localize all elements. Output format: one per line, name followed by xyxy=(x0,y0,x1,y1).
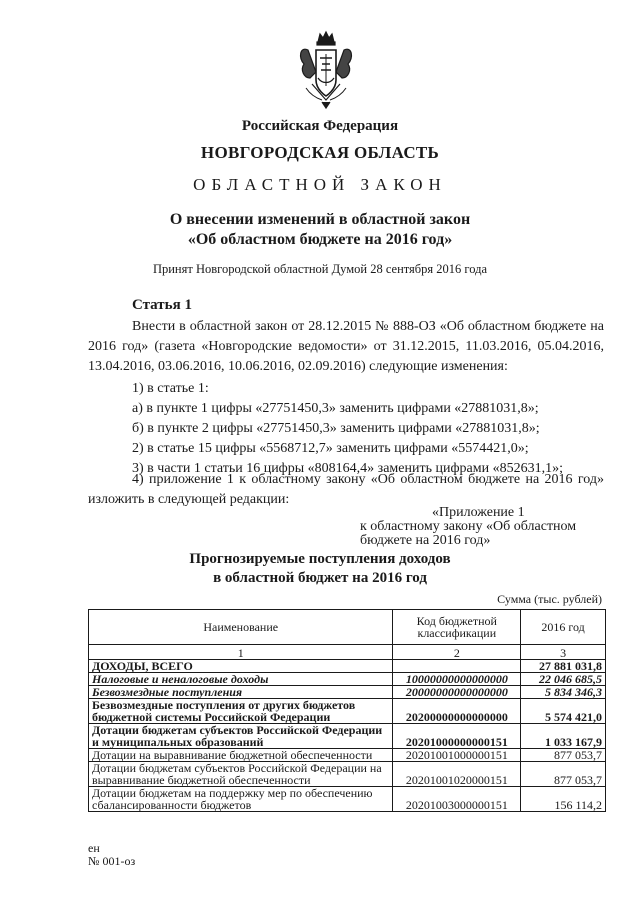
row-code-cell: 20201003000000151 xyxy=(393,787,521,812)
row-name-cell: Дотации бюджетам на поддержку мер по обеспечению сбалансированности бюджетов xyxy=(89,787,393,812)
row-amount-cell: 22 046 685,5 xyxy=(521,673,606,686)
row-code-cell: 20201001020000151 xyxy=(393,762,521,787)
appendix-line: к областному закону «Об областном xyxy=(360,519,577,534)
amendment-item: 2) в статье 15 цифры «5568712,7» заменить цифрами «5574421,0»; xyxy=(132,441,529,456)
table-row xyxy=(89,699,606,724)
coat-of-arms-icon xyxy=(296,28,356,112)
federation-name: Российская Федерация xyxy=(241,118,399,134)
table-header-row xyxy=(89,610,606,645)
row-code-cell: 10000000000000000 xyxy=(393,673,521,686)
row-name-cell: Дотации бюджетам субъектов Российской Федерации на выравнивание бюджетной обеспеченности xyxy=(89,762,393,787)
column-number: 1 xyxy=(89,645,393,660)
article-intro: Внести в областной закон от 28.12.2015 № 888-ОЗ «Об областном бюджете на 2016 год» (газета «Новгородские ведомости» от 31.12.2015, 11.03.2016, 05.04.2016, 13.04.2016, 03.06.2016, 10.06.2016, 02.09.2016) следующие изменения: xyxy=(88,319,604,374)
table-title-line2: в областной бюджет на 2016 год xyxy=(213,570,427,586)
law-title-line1: О внесении изменений в областной закон xyxy=(169,211,471,228)
row-amount-cell: 1 033 167,9 xyxy=(521,724,606,749)
amendment-item: 3) в части 1 статьи 16 цифры «808164,4» заменить цифрами «852631,1»; xyxy=(132,461,563,476)
article-heading: Статья 1 xyxy=(132,297,192,313)
row-name-cell: Безвозмездные поступления от других бюджетов бюджетной системы Российской Федерации xyxy=(89,699,393,724)
row-amount-cell: 877 053,7 xyxy=(521,749,606,762)
column-number: 3 xyxy=(521,645,606,660)
row-name-cell: Безвозмездные поступления xyxy=(89,686,393,699)
amount-unit: Сумма (тыс. рублей) xyxy=(497,592,602,606)
column-header-name: Наименование xyxy=(89,610,393,645)
law-type: ОБЛАСТНОЙ ЗАКОН xyxy=(193,175,447,194)
table-title xyxy=(0,550,640,588)
table-row xyxy=(89,724,606,749)
amendment-item-appendix: 4) приложение 1 к областному закону «Об областном бюджете на 2016 год» изложить в следующей редакции: xyxy=(88,472,604,507)
table-row xyxy=(89,749,606,762)
row-name-cell: Дотации бюджетам субъектов Российской Федерации и муниципальных образований xyxy=(89,724,393,749)
law-title xyxy=(0,210,640,250)
document-footer xyxy=(88,842,135,868)
region-name: НОВГОРОДСКАЯ ОБЛАСТЬ xyxy=(200,143,440,162)
row-code-cell: 20201001000000151 xyxy=(393,749,521,762)
income-table xyxy=(88,609,606,812)
column-header-code: Код бюджетной классификации xyxy=(393,610,521,645)
adoption-note: Принят Новгородской областной Думой 28 сентября 2016 года xyxy=(152,262,488,276)
row-amount-cell: 5 834 346,3 xyxy=(521,686,606,699)
row-code-cell: 20200000000000000 xyxy=(393,699,521,724)
column-number: 2 xyxy=(393,645,521,660)
column-header-year: 2016 год xyxy=(521,610,606,645)
amendment-item: а) в пункте 1 цифры «27751450,3» заменить цифрами «27881031,8»; xyxy=(132,401,539,416)
row-amount-cell: 877 053,7 xyxy=(521,762,606,787)
row-code-cell: 20201000000000151 xyxy=(393,724,521,749)
footer-number: № 001-оз xyxy=(88,854,136,868)
table-row xyxy=(89,673,606,686)
row-name-cell: Налоговые и неналоговые доходы xyxy=(89,673,393,686)
table-title-line1: Прогнозируемые поступления доходов xyxy=(189,551,451,567)
amendment-item: 1) в статье 1: xyxy=(132,381,209,396)
table-index-row xyxy=(89,645,606,660)
table-row xyxy=(89,686,606,699)
row-code-cell: 20000000000000000 xyxy=(393,686,521,699)
appendix-line: бюджете на 2016 год» xyxy=(360,533,491,548)
amendment-item: б) в пункте 2 цифры «27751450,3» заменить цифрами «27881031,8»; xyxy=(132,421,540,436)
law-title-line2: «Об областном бюджете на 2016 год» xyxy=(187,231,453,248)
appendix-reference xyxy=(360,506,610,548)
row-name-cell: Дотации на выравнивание бюджетной обеспеченности xyxy=(89,749,393,762)
table-body xyxy=(89,660,606,812)
row-amount-cell: 27 881 031,8 xyxy=(521,660,606,673)
row-name-cell: ДОХОДЫ, ВСЕГО xyxy=(89,660,393,673)
row-amount-cell: 156 114,2 xyxy=(521,787,606,812)
footer-initials: ен xyxy=(88,841,100,855)
row-code-cell xyxy=(393,660,521,673)
row-amount-cell: 5 574 421,0 xyxy=(521,699,606,724)
table-row xyxy=(89,762,606,787)
appendix-line: «Приложение 1 xyxy=(432,505,525,520)
table-row xyxy=(89,787,606,812)
table-row xyxy=(89,660,606,673)
